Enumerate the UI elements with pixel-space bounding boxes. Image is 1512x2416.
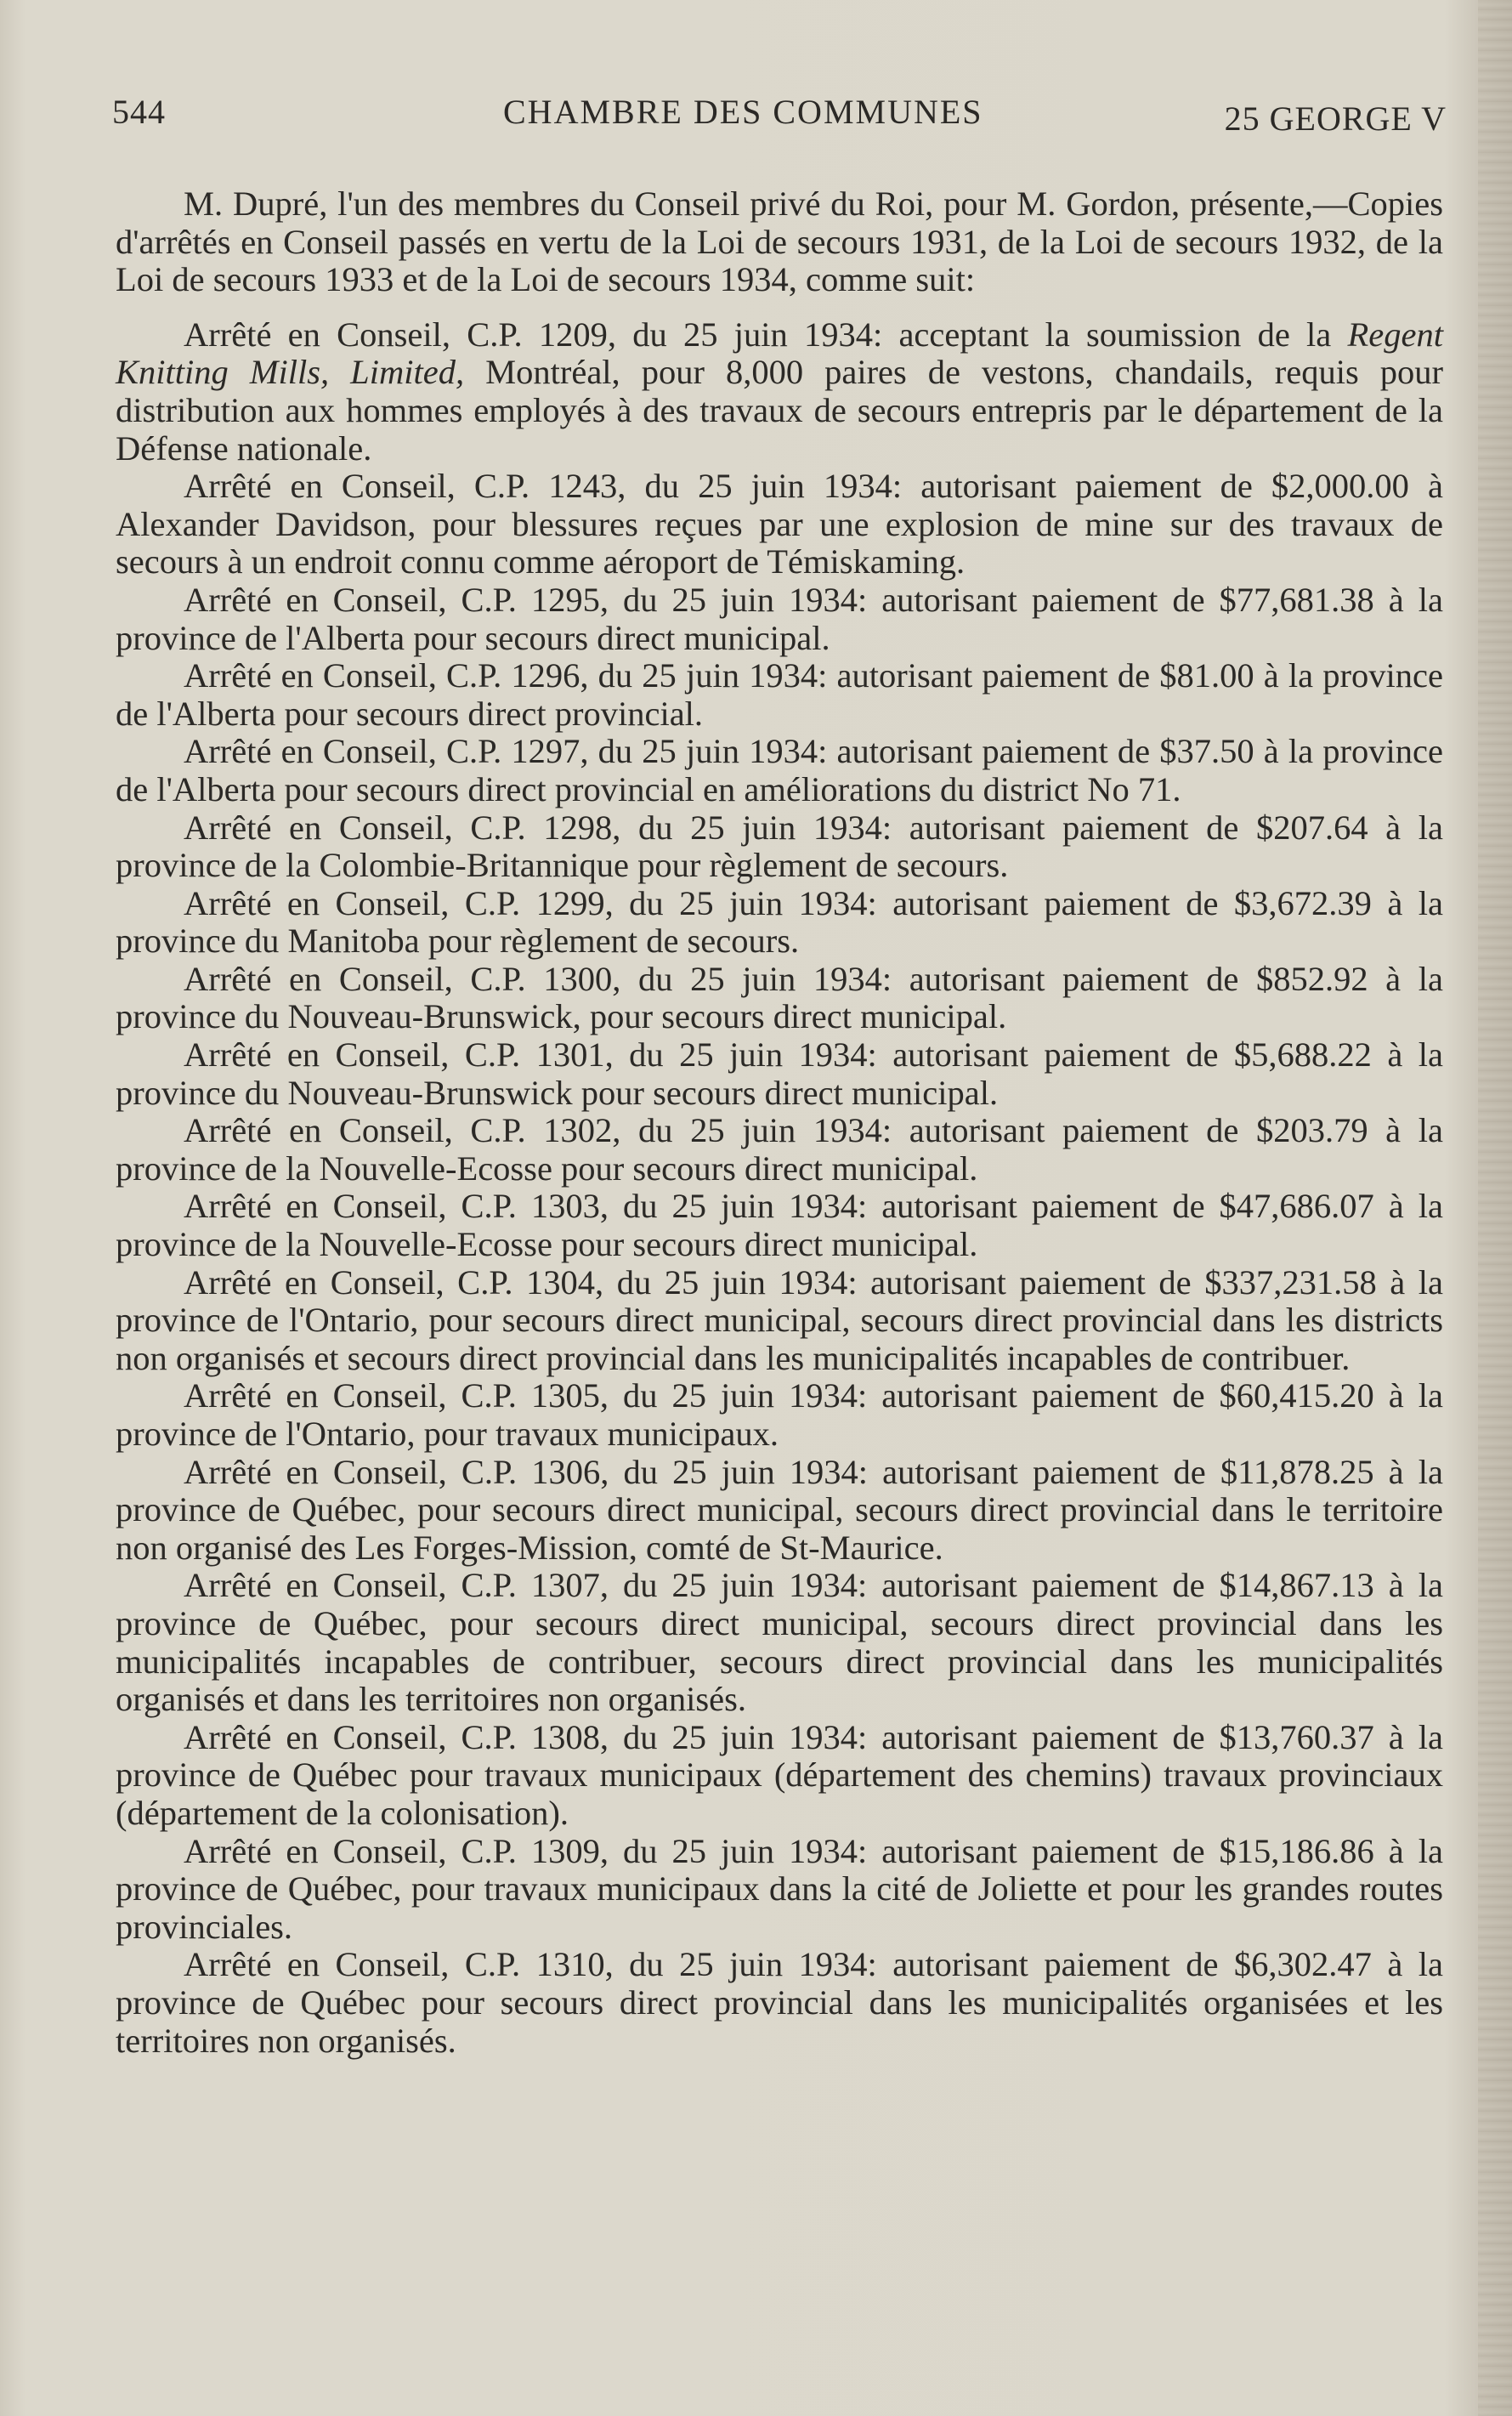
intro-paragraph: M. Dupré, l'un des membres du Conseil privé du Roi, pour M. Gordon, présente,—Copies d'arrêtés en Conseil passés en vertu de la Loi de secours 1931, de la Loi de secours 1932, de la Loi de secours 1933 et de la Loi de secours 1934, comme suit: [116,184,1443,299]
order-entry: Arrêté en Conseil, C.P. 1302, du 25 juin 1934: autorisant paiement de $203.79 à la province de la Nouvelle-Ecosse pour secours direct municipal. [116,1111,1443,1188]
page-number: 544 [112,93,166,131]
order-entry: Arrêté en Conseil, C.P. 1299, du 25 juin 1934: autorisant paiement de $3,672.39 à la province du Manitoba pour règlement de secours. [116,883,1443,961]
order-entry: Arrêté en Conseil, C.P. 1301, du 25 juin 1934: autorisant paiement de $5,688.22 à la province du Nouveau-Brunswick pour secours direct municipal. [116,1035,1443,1112]
book-spine-shadow [1478,0,1512,2416]
entry-text-end: Montréal, pour 8,000 paires de vestons, chandails, requis pour distribution aux hommes employés à des travaux de secours entrepris par le département de la Défense nationale. [116,353,1444,468]
page-header [112,92,1447,143]
order-entry [116,316,1443,468]
entry-text: Arrêté en Conseil, C.P. 1209, du 25 juin 1934: acceptant la soumission de la [184,315,1348,354]
order-entry: Arrêté en Conseil, C.P. 1297, du 25 juin 1934: autorisant paiement de $37.50 à la province de l'Alberta pour secours direct provincial en améliorations du district No 71. [116,732,1443,808]
order-entry: Arrêté en Conseil, C.P. 1243, du 25 juin 1934: autorisant paiement de $2,000.00 à Alexander Davidson, pour blessures reçues par une explosion de mine sur des travaux de secours à un endroit connu comme aéroport de Témiskaming. [116,467,1443,581]
order-entry: Arrêté en Conseil, C.P. 1303, du 25 juin 1934: autorisant paiement de $47,686.07 à la province de la Nouvelle-Ecosse pour secours direct municipal. [116,1187,1443,1264]
order-entry: Arrêté en Conseil, C.P. 1295, du 25 juin 1934: autorisant paiement de $77,681.38 à la province de l'Alberta pour secours direct municipal. [116,580,1443,657]
order-entry: Arrêté en Conseil, C.P. 1298, du 25 juin 1934: autorisant paiement de $207.64 à la province de la Colombie-Britannique pour règlement de secours. [116,808,1443,885]
order-entry: Arrêté en Conseil, C.P. 1300, du 25 juin 1934: autorisant paiement de $852.92 à la province du Nouveau-Brunswick, pour secours direct municipal. [116,959,1443,1036]
order-entry: Arrêté en Conseil, C.P. 1309, du 25 juin 1934: autorisant paiement de $15,186.86 à la province de Québec, pour travaux municipaux dans la cité de Joliette et pour les grandes routes provinciales. [116,1831,1443,1946]
order-entry: Arrêté en Conseil, C.P. 1296, du 25 juin 1934: autorisant paiement de $81.00 à la province de l'Alberta pour secours direct provincial. [116,656,1443,733]
document-body [116,185,1443,2060]
order-entry: Arrêté en Conseil, C.P. 1310, du 25 juin 1934: autorisant paiement de $6,302.47 à la province de Québec pour secours direct provincial dans les municipalités organisées et les territoires non organisés. [116,1945,1443,2060]
order-entry: Arrêté en Conseil, C.P. 1305, du 25 juin 1934: autorisant paiement de $60,415.20 à la province de l'Ontario, pour travaux municipaux. [116,1376,1443,1453]
order-entry: Arrêté en Conseil, C.P. 1307, du 25 juin 1934: autorisant paiement de $14,867.13 à la province de Québec, pour secours direct municipal, secours direct provincial dans les municipalités incapables de contribuer, secours direct provincial dans les municipalités organisés et dans les territoires non organisés. [116,1566,1443,1719]
order-entry: Arrêté en Conseil, C.P. 1304, du 25 juin 1934: autorisant paiement de $337,231.58 à la province de l'Ontario, pour secours direct municipal, secours direct provincial dans les districts non organisés et secours direct provincial dans les municipalités incapables de contribuer. [116,1262,1443,1377]
order-entry: Arrêté en Conseil, C.P. 1306, du 25 juin 1934: autorisant paiement de $11,878.25 à la province de Québec, pour secours direct municipal, secours direct provincial dans le territoire non organisé des Les Forges-Mission, comté de St-Maurice. [116,1452,1443,1567]
entry-italic-name: Regent Knitting Mills, Limited, [116,315,1443,392]
order-entry: Arrêté en Conseil, C.P. 1308, du 25 juin 1934: autorisant paiement de $13,760.37 à la province de Québec pour travaux municipaux (département des chemins) travaux provinciaux (département de la colonisation). [116,1717,1443,1832]
running-title: CHAMBRE DES COMMUNES [503,93,983,131]
regnal-year: 25 GEORGE V [1224,99,1447,138]
